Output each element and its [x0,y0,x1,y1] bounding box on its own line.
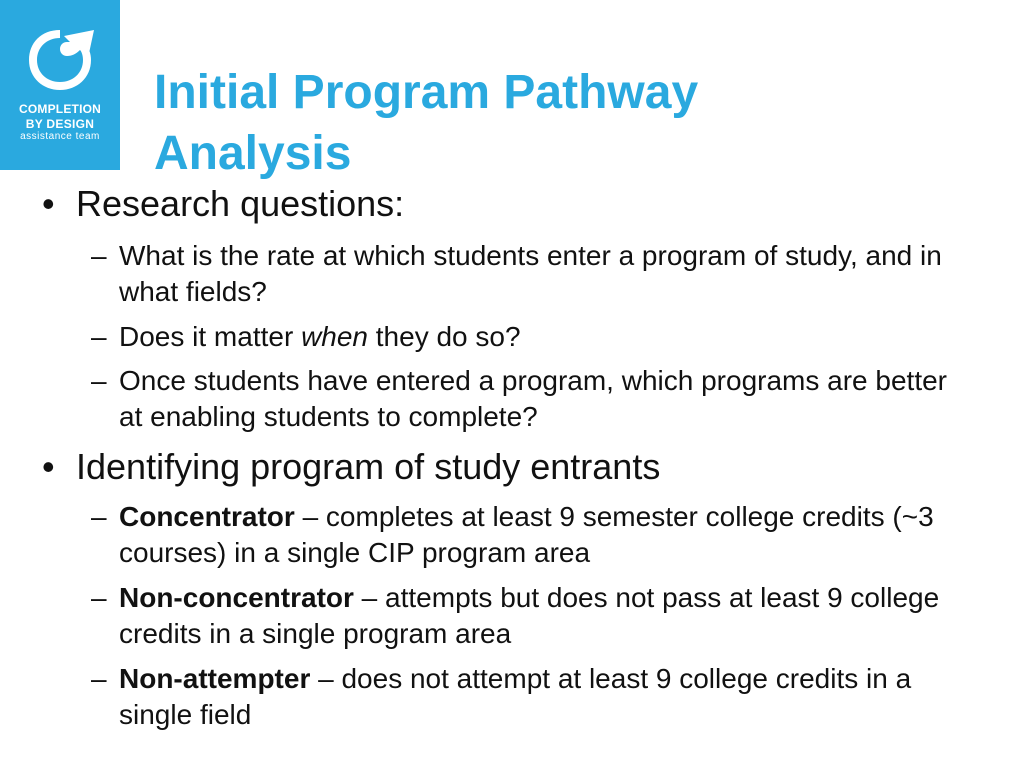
bullet-marker: • [42,183,55,224]
subbullet-completion-programs [91,363,961,435]
definition-non-attempter [91,661,961,733]
definition-term: Non-concentrator [119,582,354,613]
subbullet-text-start: Does it matter [119,321,302,352]
logo-wordmark-line-1: COMPLETION [19,102,101,116]
definition-term: Concentrator [119,501,295,532]
definition-description: – does not attempt at least 9 college credits in a single field [119,663,912,730]
dash-marker: – [91,663,107,694]
bullet-label: Research questions: [76,183,405,224]
subbullet-text: What is the rate at which students enter a program of study, and in what fields? [119,240,942,307]
dash-marker: – [91,240,107,271]
bullet-program-entrants [42,447,972,487]
dash-marker: – [91,582,107,613]
definition-text [119,499,961,571]
bullet-label: Identifying program of study entrants [76,446,661,487]
logo-wordmark-line-2: BY DESIGN [25,117,95,131]
logo-tagline: assistance team [20,131,100,142]
subbullet-text-end: they do so? [368,321,521,352]
bullet-research-questions [42,184,972,224]
definition-non-concentrator [91,580,961,652]
emphasized-word: when [301,321,368,352]
dash-marker: – [91,321,107,352]
subbullet-text: Once students have entered a program, which programs are better at enabling students to complete? [119,365,947,432]
slide-title-line-1: Initial Program Pathway [154,66,699,120]
dash-marker: – [91,501,107,532]
definition-concentrator [91,499,961,571]
subbullet-text [119,319,961,355]
definition-term: Non-attempter [119,663,311,694]
subbullet-program-entry-rate [91,238,961,310]
subbullet-timing-question [91,319,961,355]
definition-description: – attempts but does not pass at least 9 college credits in a single program area [119,582,940,649]
definition-description: – completes at least 9 semester college credits (~3 courses) in a single CIP program area [119,501,934,568]
definition-text [119,661,961,733]
bullet-marker: • [42,446,55,487]
dash-marker: – [91,365,107,396]
slide-title-line-2: Analysis [154,127,352,181]
definition-text [119,580,961,652]
